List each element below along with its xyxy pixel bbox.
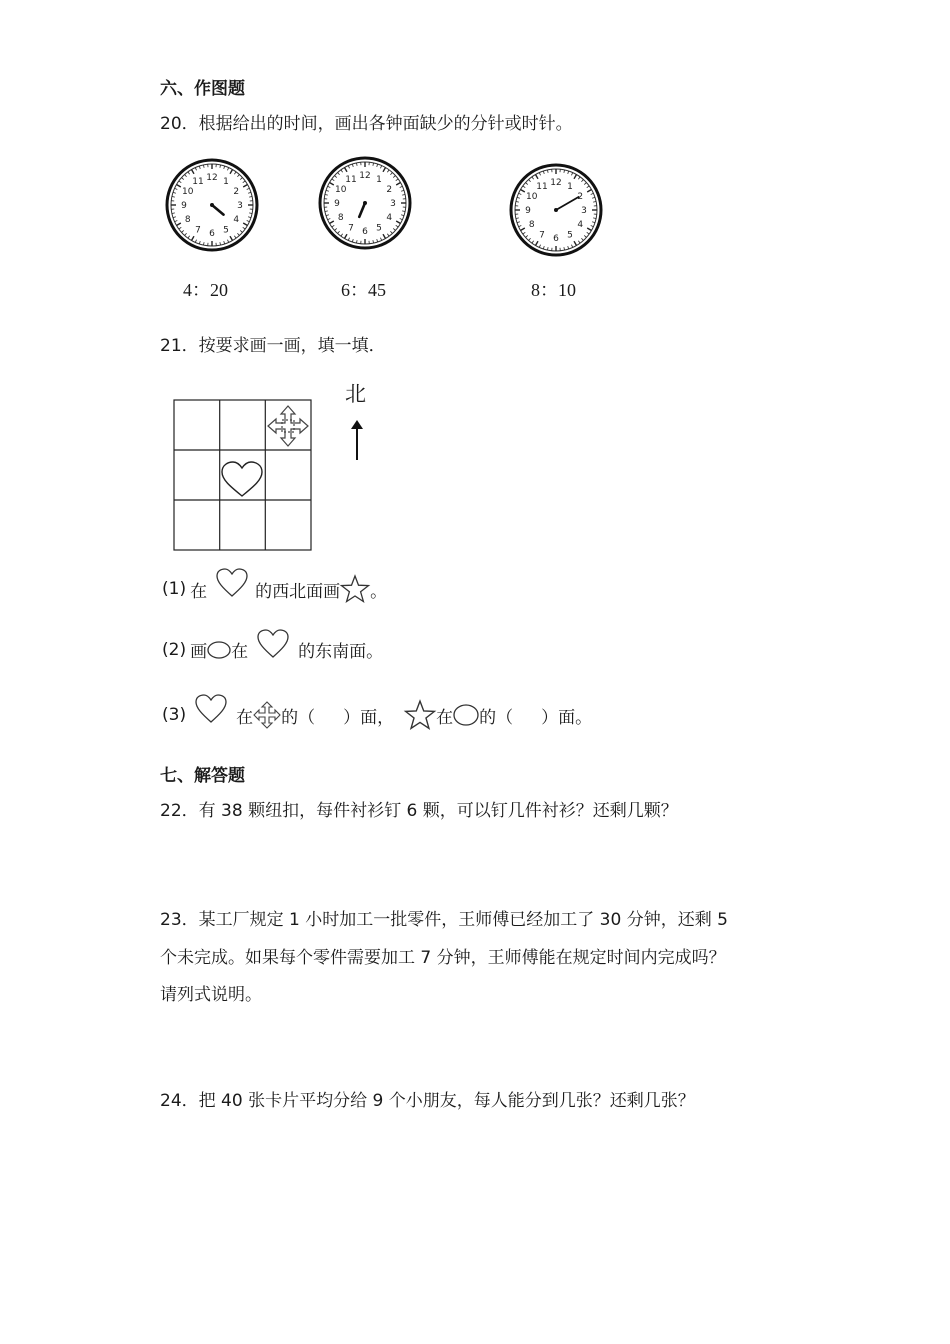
star-icon [404,700,436,730]
clock-number: 11 [345,174,357,185]
heart-icon [215,568,249,598]
sub-3-text-e: 的（ [479,707,514,728]
clock-number: 2 [386,185,393,195]
clock-number: 3 [237,201,243,211]
section-title-answers: 七、解答题 [160,766,245,786]
clock-2-time-label: 6：45 [341,280,386,300]
clock-number: 10 [526,192,538,202]
sub-1-text-a: 在 [190,581,208,602]
clock-number: 8 [337,213,344,223]
clock-number: 3 [390,199,396,209]
clock-number: 12 [550,178,562,188]
clock-center [554,208,558,212]
clock-number: 1 [376,174,382,185]
clock-center [363,201,367,205]
clock-number: 5 [567,230,573,241]
question-21-sub-1 [162,575,387,603]
clock-number: 5 [223,225,229,236]
clock-number: 2 [577,192,584,202]
clock-number: 6 [209,229,215,239]
sub-3-text-d: 在 [436,707,454,728]
section-title-drawing: 六、作图题 [160,79,245,99]
sub-1-text-b: 的西北面画 [255,581,341,602]
question-21-text: 21．按要求画一画，填一填． [160,336,386,356]
clock-number: 11 [536,181,548,192]
heart-icon [222,462,262,496]
clock-number: 1 [567,181,573,192]
oval-icon [207,641,231,659]
sub-3-text-a: 在 [236,707,254,728]
star-icon [340,575,370,603]
clock-number: 8 [528,220,535,230]
clock-number: 4 [577,220,584,230]
clock-number: 9 [181,201,187,211]
sub-3-number: (3) [162,705,187,725]
clock-number: 12 [359,171,371,181]
sub-2-number: (2) [162,639,187,660]
clock-number: 9 [525,206,531,216]
four-way-arrow-icon [268,406,308,446]
question-24-text: 24．把 40 张卡片平均分给 9 个小朋友，每人能分到几张？还剩几张？ [160,1091,695,1111]
clock-number: 9 [334,199,340,209]
clock-number: 4 [386,213,393,223]
clock-face-2[interactable] [317,155,413,251]
clock-number: 6 [553,234,559,244]
sub-3-text-b: 的（ [281,707,316,728]
sub-2-text-a: 画 [190,642,208,662]
clock-3-time-label: 8：10 [531,280,576,300]
clock-number: 7 [195,225,201,236]
heart-icon [256,629,290,659]
question-23-line-3: 请列式说明。 [160,985,262,1005]
north-label: 北 [345,382,366,406]
clock-number: 6 [362,227,368,237]
clock-number: 7 [348,223,354,234]
clock-center [210,203,214,207]
question-21-sub-3 [162,700,592,730]
question-22-text: 22．有 38 颗纽扣，每件衬衫钉 6 颗，可以钉几件衬衫？还剩几颗？ [160,801,678,821]
clock-1-time-label: 4：20 [183,280,228,300]
heart-icon [194,694,228,724]
question-20-text: 20．根据给出的时间，画出各钟面缺少的分针或时针。 [160,114,573,134]
clock-face-1[interactable] [164,157,260,253]
question-23-line-1: 23．某工厂规定 1 小时加工一批零件，王师傅已经加工了 30 分钟，还剩 5 [160,910,728,930]
sub-2-text-c: 的东南面。 [298,642,384,662]
clock-number: 10 [335,185,347,195]
clock-number: 2 [233,187,240,197]
sub-2-text-b: 在 [231,642,249,662]
direction-grid[interactable] [173,399,313,553]
sub-3-text-c: ）面， [343,707,395,728]
sub-3-text-f: ）面。 [541,707,593,728]
oval-icon [453,704,479,726]
clock-number: 3 [581,206,587,216]
clock-number: 7 [539,230,545,241]
clock-face-3[interactable] [508,162,604,258]
four-way-arrow-icon [253,701,281,729]
clock-number: 12 [206,173,218,183]
clock-number: 11 [192,176,204,187]
clock-number: 8 [184,215,191,225]
question-21-sub-2 [162,637,383,662]
north-arrow-icon [350,420,364,462]
sub-1-number: (1) [162,579,187,599]
sub-1-end: 。 [370,581,388,602]
clock-number: 5 [376,223,382,234]
clock-number: 4 [233,215,240,225]
clock-number: 1 [223,176,229,187]
question-23-line-2: 个未完成。如果每个零件需要加工 7 分钟，王师傅能在规定时间内完成吗？ [160,948,726,968]
clock-number: 10 [182,187,194,197]
